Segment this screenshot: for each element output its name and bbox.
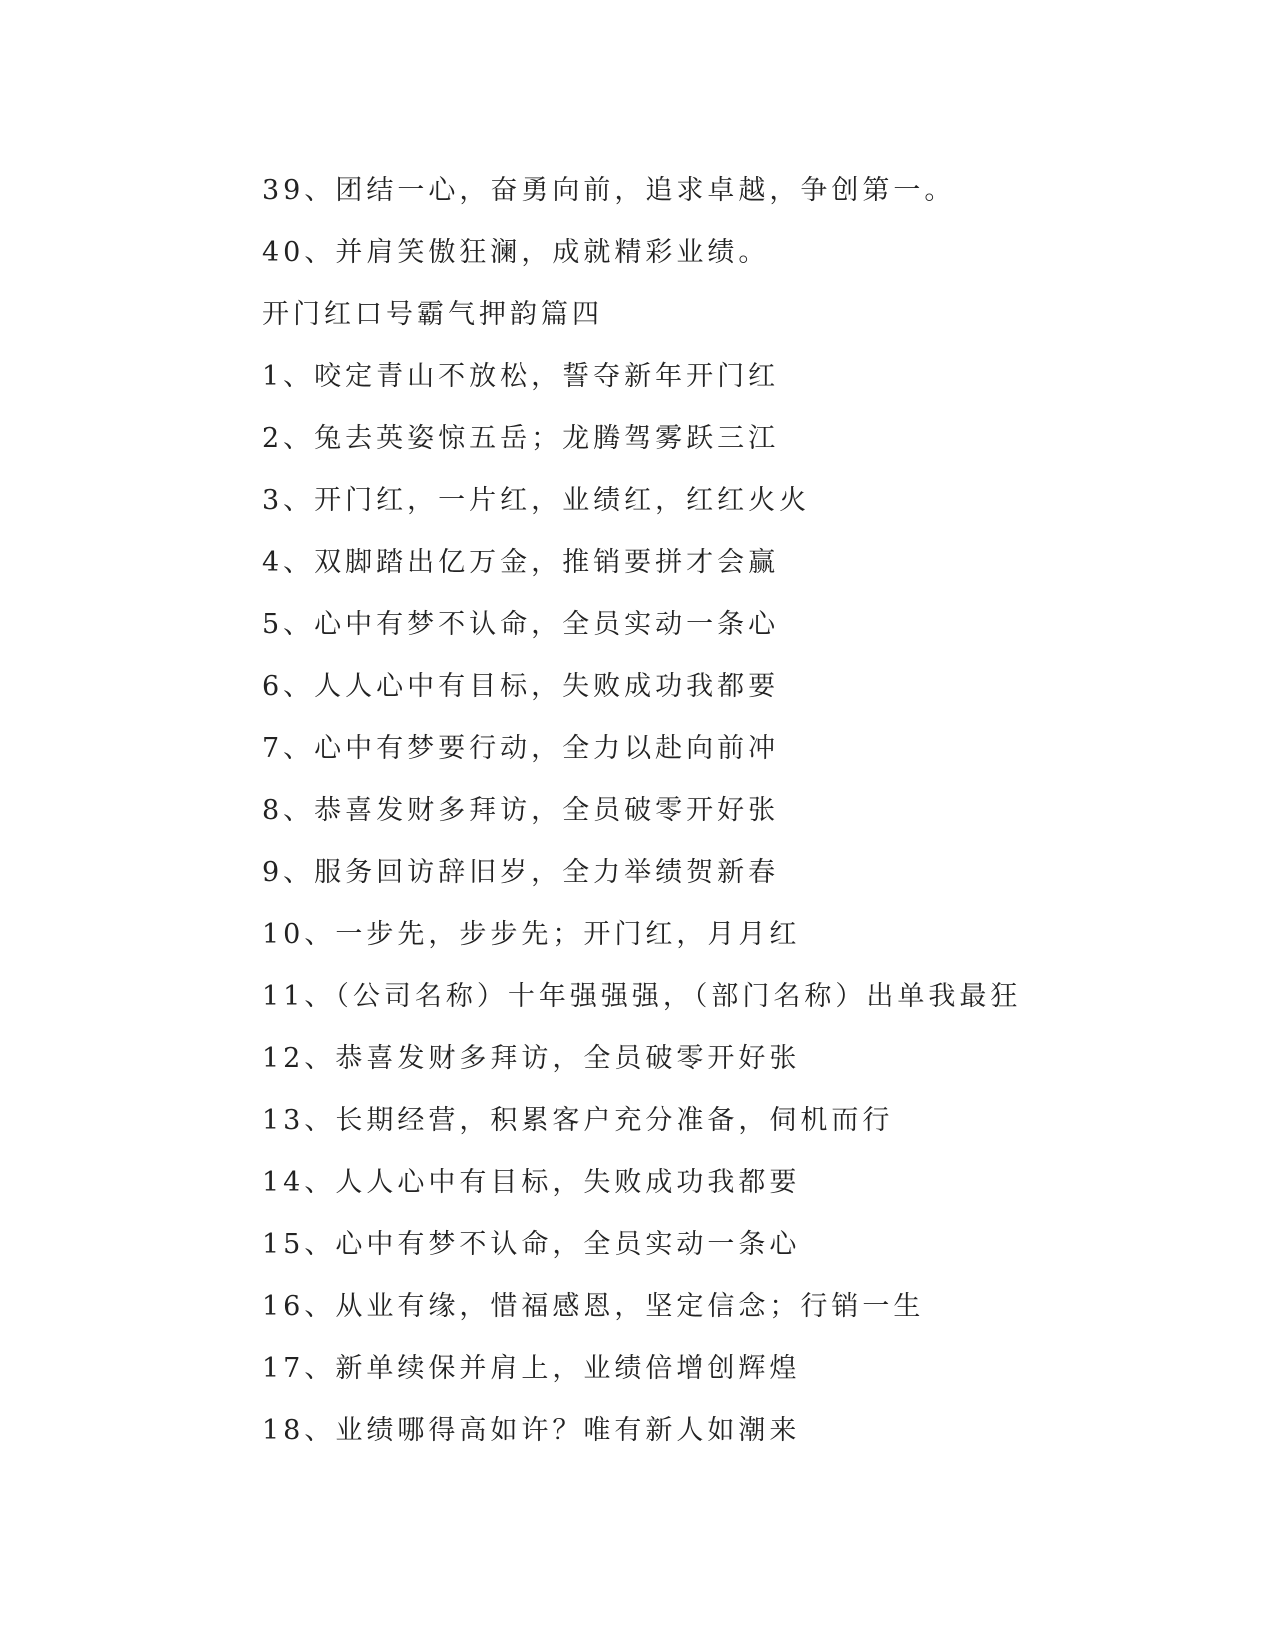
slogan-line: 18、业绩哪得高如许？唯有新人如潮来 [262,1415,801,1446]
slogan-line: 11、（公司名称）十年强强强，（部门名称）出单我最狂 [262,981,1022,1012]
slogan-line: 17、新单续保并肩上，业绩倍增创辉煌 [262,1353,801,1384]
section-heading: 开门红口号霸气押韵篇四 [262,299,603,330]
slogan-line: 39、团结一心，奋勇向前，追求卓越，争创第一。 [262,175,956,206]
slogan-line: 6、人人心中有目标，失败成功我都要 [262,671,780,702]
slogan-line: 15、心中有梦不认命，全员实动一条心 [262,1229,801,1260]
slogan-line: 13、长期经营，积累客户充分准备，伺机而行 [262,1105,894,1136]
slogan-line: 8、恭喜发财多拜访，全员破零开好张 [262,795,780,826]
slogan-line: 7、心中有梦要行动，全力以赴向前冲 [262,733,780,764]
slogan-line: 2、兔去英姿惊五岳；龙腾驾雾跃三江 [262,423,780,454]
slogan-line: 12、恭喜发财多拜访，全员破零开好张 [262,1043,801,1074]
slogan-line: 40、并肩笑傲狂澜，成就精彩业绩。 [262,237,770,268]
slogan-line: 1、咬定青山不放松，誓夺新年开门红 [262,361,780,392]
slogan-line: 9、服务回访辞旧岁，全力举绩贺新春 [262,857,780,888]
slogan-line: 4、双脚踏出亿万金，推销要拼才会赢 [262,547,780,578]
slogan-line: 14、人人心中有目标，失败成功我都要 [262,1167,801,1198]
slogan-line: 5、心中有梦不认命，全员实动一条心 [262,609,780,640]
slogan-line: 3、开门红，一片红，业绩红，红红火火 [262,485,811,516]
slogan-line: 16、从业有缘，惜福感恩，坚定信念；行销一生 [262,1291,925,1322]
slogan-line: 10、一步先，步步先；开门红，月月红 [262,919,801,950]
document-body [262,160,1162,1462]
